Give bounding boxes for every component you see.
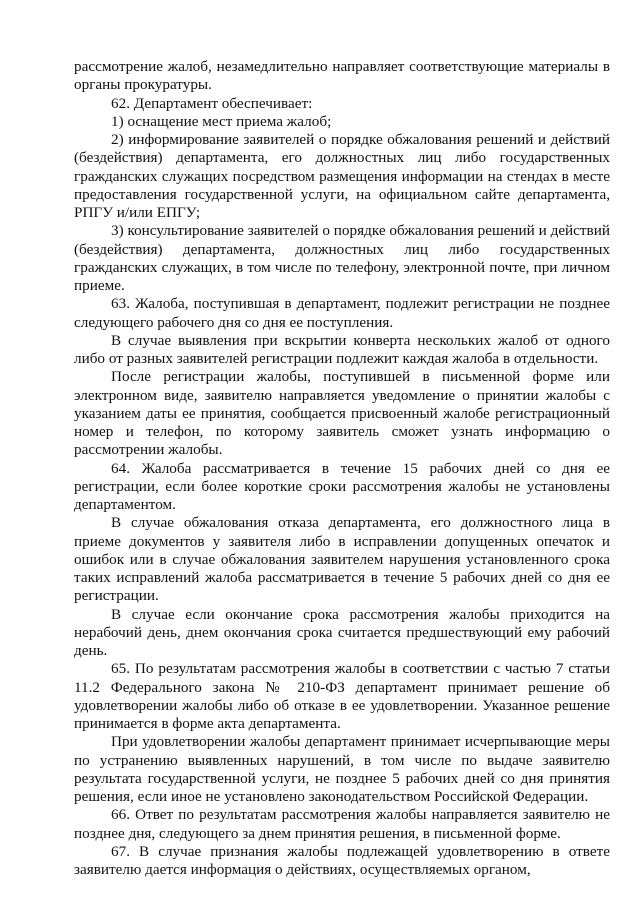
paragraph: рассмотрение жалоб, незамедлительно направляет соответствующие материалы в органы прокуратуры. xyxy=(74,58,610,94)
paragraph: 65. По результатам рассмотрения жалобы в соответствии с частью 7 статьи 11.2 Федерального закона № 210-ФЗ департамент принимает решение об удовлетворении жалобы либо об отказе в ее удовлетворении. Указанное решение принимается в форме акта департамента. xyxy=(74,660,610,732)
paragraph: В случае обжалования отказа департамента, его должностного лица в приеме документов у заявителя либо в исправлении допущенных опечаток и ошибок или в случае обжалования заявителем нарушения установленного срока таких исправлений жалоба рассматривается в течение 5 рабочих дней со дня ее регистрации. xyxy=(74,514,610,605)
paragraph: 63. Жалоба, поступившая в департамент, подлежит регистрации не позднее следующего рабочего дня со дня ее поступления. xyxy=(74,295,610,331)
paragraph: После регистрации жалобы, поступившей в письменной форме или электронном виде, заявителю направляется уведомление о принятии жалобы с указанием даты ее принятия, сообщается присвоенный жалобе регистрационный номер и телефон, по которому заявитель сможет узнать информацию о рассмотрении жалобы. xyxy=(74,368,610,459)
paragraph: 67. В случае признания жалобы подлежащей удовлетворению в ответе заявителю дается информация о действиях, осуществляемых органом, xyxy=(74,842,610,878)
paragraph: 3) консультирование заявителей о порядке обжалования решений и действий (бездействия) департамента, должностных лиц либо государственных гражданских служащих, в том числе по телефону, электронной почте, при личном приеме. xyxy=(74,222,610,294)
paragraph: При удовлетворении жалобы департамент принимает исчерпывающие меры по устранению выявленных нарушений, в том числе по выдаче заявителю результата государственной услуги, не позднее 5 рабочих дней со дня принятия решения, если иное не установлено законодательством Российской Федерации. xyxy=(74,733,610,805)
paragraph: 64. Жалоба рассматривается в течение 15 рабочих дней со дня ее регистрации, если более короткие сроки рассмотрения жалобы не установлены департаментом. xyxy=(74,459,610,513)
paragraph: 66. Ответ по результатам рассмотрения жалобы направляется заявителю не позднее дня, следующего за днем принятия решения, в письменной форме. xyxy=(74,806,610,842)
paragraph: В случае если окончание срока рассмотрения жалобы приходится на нерабочий день, днем окончания срока считается предшествующий ему рабочий день. xyxy=(74,605,610,659)
paragraph: 1) оснащение мест приема жалоб; xyxy=(111,112,332,130)
paragraph: В случае выявления при вскрытии конверта нескольких жалоб от одного либо от разных заявителей регистрации подлежит каждая жалоба в отдельности. xyxy=(74,331,610,367)
document-page xyxy=(74,58,610,879)
paragraph: 62. Департамент обеспечивает: xyxy=(111,94,313,112)
paragraph: 2) информирование заявителей о порядке обжалования решений и действий (бездействия) департамента, его должностных лиц либо государственных гражданских служащих посредством размещения информации на стендах в месте предоставления государственной услуги, на официальном сайте департамента, РПГУ и/или ЕПГУ; xyxy=(74,131,610,221)
